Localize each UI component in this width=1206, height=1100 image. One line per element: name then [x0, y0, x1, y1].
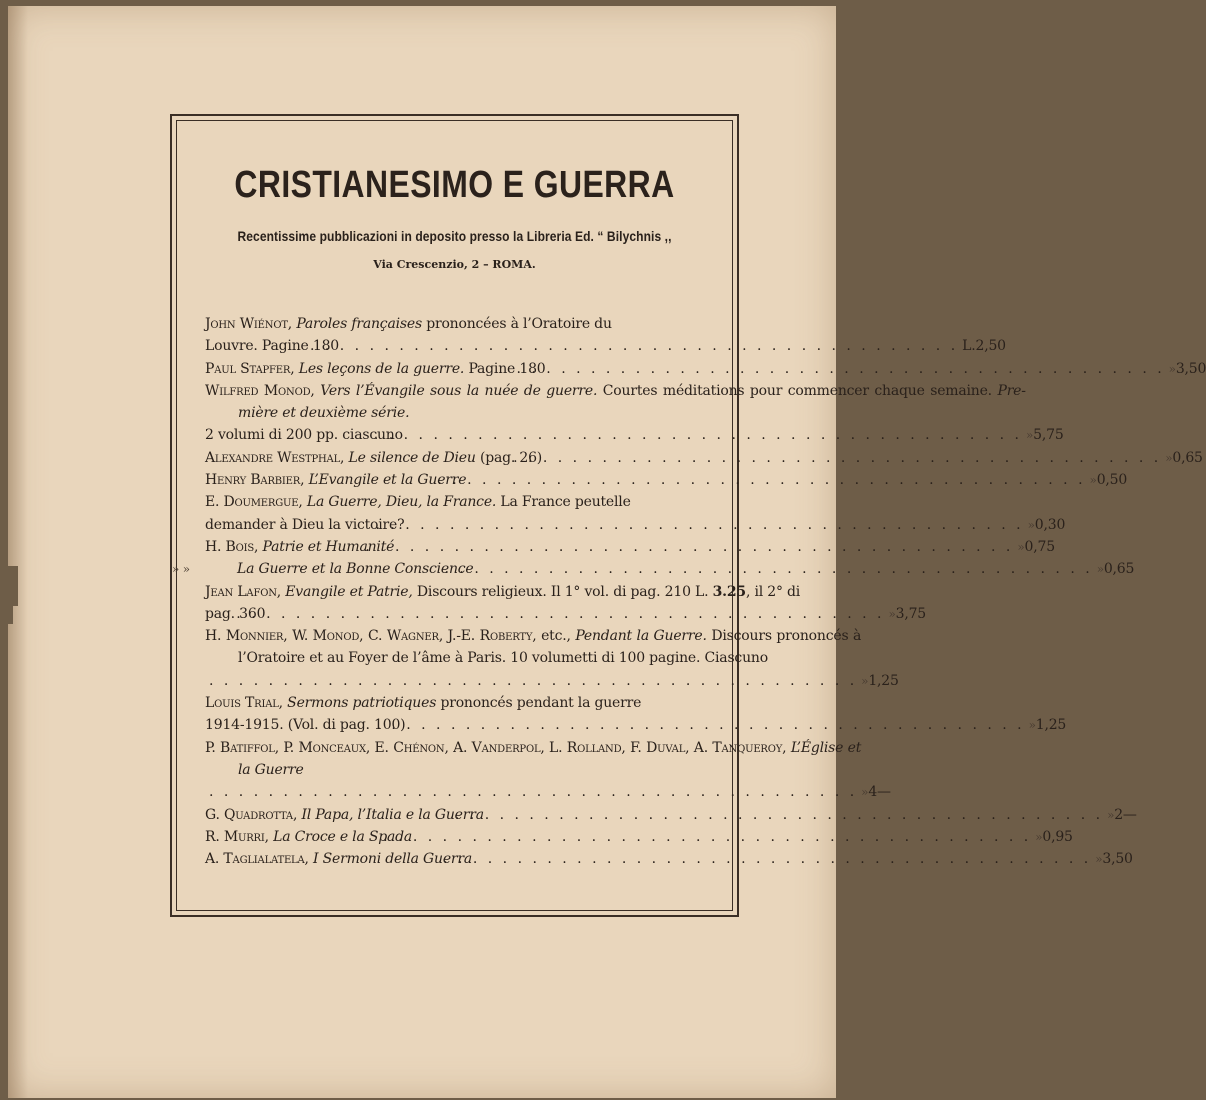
entry-title: Le silence de Dieu	[348, 449, 476, 466]
address: Via Crescenzio, 2 – ROMA.	[373, 258, 536, 271]
entry-title: La Croce e la Spada	[273, 828, 413, 845]
leader-dots	[542, 447, 1165, 469]
entry-author: A. Taglialatela	[205, 851, 305, 868]
leader-dots	[394, 536, 1017, 558]
ditto-marks: » »	[172, 562, 190, 577]
entry-title: Evangile et Patrie,	[285, 583, 413, 600]
entry-author: Alexandre Westphal	[205, 449, 341, 466]
page-title: CRISTIANESIMO E GUERRA	[234, 164, 675, 206]
list-item: H. Bois, Patrie et Humanité . . . » 0,75	[205, 536, 700, 558]
entry-price: » 4—	[861, 784, 891, 801]
entry-price: » 1,25	[1028, 717, 1067, 734]
entry-price: » 0,50	[1089, 472, 1128, 489]
leader-dots	[238, 670, 861, 692]
entry-title: Patrie et Humanité	[262, 538, 395, 555]
entry-price: » 0,65	[1096, 561, 1135, 578]
leader-dots	[472, 848, 1095, 870]
list-item: Alexandre Westphal, Le silence de Dieu (pag. 26) . . . » 0,65	[205, 447, 700, 469]
torn-edge	[8, 566, 18, 606]
leader-dots	[412, 826, 1035, 848]
leader-dots	[474, 558, 1097, 580]
entry-title: Il Papa, l’Italia e la Guerra	[301, 806, 484, 823]
entry-price: » 0,75	[1017, 538, 1055, 555]
entry-author: H. Bois	[205, 538, 254, 555]
leader-dots	[339, 335, 962, 357]
entry-author: John Wiénot	[205, 316, 288, 332]
entry-price: » 3,50	[1168, 360, 1206, 377]
entry-author: P. Batiffol, P. Monceaux, E. Chénon, A. Vanderpol, L. Rolland, F. Duval, A. Tanqueroy	[205, 739, 783, 756]
entry-title: Les leçons de la guerre.	[298, 360, 465, 377]
torn-edge	[8, 606, 13, 624]
leader-dots	[265, 603, 888, 625]
leader-dots	[403, 424, 1026, 446]
list-item: Jean Lafon, Evangile et Patrie, Discours religieux. Il 1° vol. di pag. 210 L. 3.25, il 2° di pag. 360 . . . » 3,75	[205, 581, 700, 626]
entry-title: I Sermoni della Guerra	[313, 851, 473, 868]
entry-price: » 3,75	[888, 605, 926, 622]
leader-dots	[466, 469, 1089, 491]
entry-price: L. 2,50	[962, 338, 1006, 355]
entry-price: » 0,65	[1165, 449, 1203, 466]
list-item: H. Monnier, W. Monod, C. Wagner, J.-E. Roberty, etc., Pendant la Guerre. Discours prononcés à l’Oratoire et au Foyer de l’âme à Paris. 10 volumetti di 100 pagine. Ciascuno . . . » 1,25	[205, 625, 700, 692]
leader-dots	[404, 514, 1027, 536]
entry-title: La Guerre et la Bonne Conscience	[237, 561, 474, 578]
list-item: Henry Barbier, L’Evangile et la Guerre . . . » 0,50	[205, 469, 700, 491]
list-item: Paul Stapfer, Les leçons de la guerre. Pagine 180 . . . » 3,50	[205, 358, 700, 380]
entry-title: L’Evangile et la Guerre	[308, 472, 467, 489]
list-item: G. Quadrotta, Il Papa, l’Italia e la Guerra . . . » 2—	[205, 804, 700, 826]
entry-author: Paul Stapfer	[205, 360, 291, 377]
list-item: R. Murri, La Croce e la Spada . . . » 0,95	[205, 826, 700, 848]
entry-title: Paroles françaises	[296, 316, 422, 332]
entry-price: » 1,25	[861, 672, 899, 689]
leader-dots	[405, 714, 1028, 736]
subtitle: Recentissime pubblicazioni in deposito presso la Libreria Ed. “ Bilychnis ,,	[237, 228, 672, 244]
entry-author: E. Doumergue	[205, 494, 299, 511]
entry-price: » 3,50	[1095, 851, 1133, 868]
entry-author: Jean Lafon	[205, 583, 277, 600]
list-item: Wilfred Monod, Vers l’Évangile sous la nuée de guerre. Courtes méditations pour commencer chaque semaine. Première et deuxième série. 2 volumi di 200 pp. ciascuno . . . » 5,75	[205, 380, 700, 447]
entry-title: La Guerre, Dieu, la France.	[306, 494, 497, 511]
entry-price: » 0,30	[1027, 516, 1066, 533]
entry-author: Louis Trial	[205, 695, 279, 712]
publication-list	[172, 313, 1206, 870]
leader-dots	[238, 781, 861, 803]
leader-dots	[546, 358, 1169, 380]
advertisement-frame	[170, 114, 1206, 917]
entry-author: Wilfred Monod	[205, 382, 311, 399]
list-item: John Wiénot, Paroles françaises prononcées à l’Oratoire du Louvre. Pagine 180 . . . L. 2,50	[205, 313, 700, 358]
entry-author: H. Monnier, W. Monod, C. Wagner, J.-E. Roberty	[205, 628, 533, 645]
entry-author: Henry Barbier	[205, 472, 301, 489]
entry-title: L’Église et la Guerre	[238, 739, 862, 778]
entry-title: Pendant la Guerre.	[575, 628, 707, 645]
entry-author: G. Quadrotta	[205, 806, 293, 823]
entry-title: Vers l’Évangile sous la nuée de guerre.	[320, 382, 598, 399]
entry-title: Sermons patriotiques	[287, 695, 437, 712]
entry-price: » 0,95	[1035, 828, 1073, 845]
entry-price: » 2—	[1107, 806, 1137, 823]
entry-price: » 5,75	[1026, 427, 1064, 444]
list-item: Louis Trial, Sermons patriotiques prononcés pendant la guerre 1914-1915. (Vol. di pag. 100) . . . » 1,25	[205, 692, 700, 737]
list-item: E. Doumergue, La Guerre, Dieu, la France. La France peutelle demander à Dieu la victoire? . . . » 0,30	[205, 491, 700, 536]
list-item: A. Taglialatela, I Sermoni della Guerra . . . » 3,50	[205, 848, 700, 870]
entry-author: R. Murri	[205, 828, 265, 845]
list-item: P. Batiffol, P. Monceaux, E. Chénon, A. Vanderpol, L. Rolland, F. Duval, A. Tanqueroy, L’Église et la Guerre . . . » 4—	[205, 737, 700, 804]
list-item	[172, 558, 1135, 580]
leader-dots	[484, 804, 1107, 826]
